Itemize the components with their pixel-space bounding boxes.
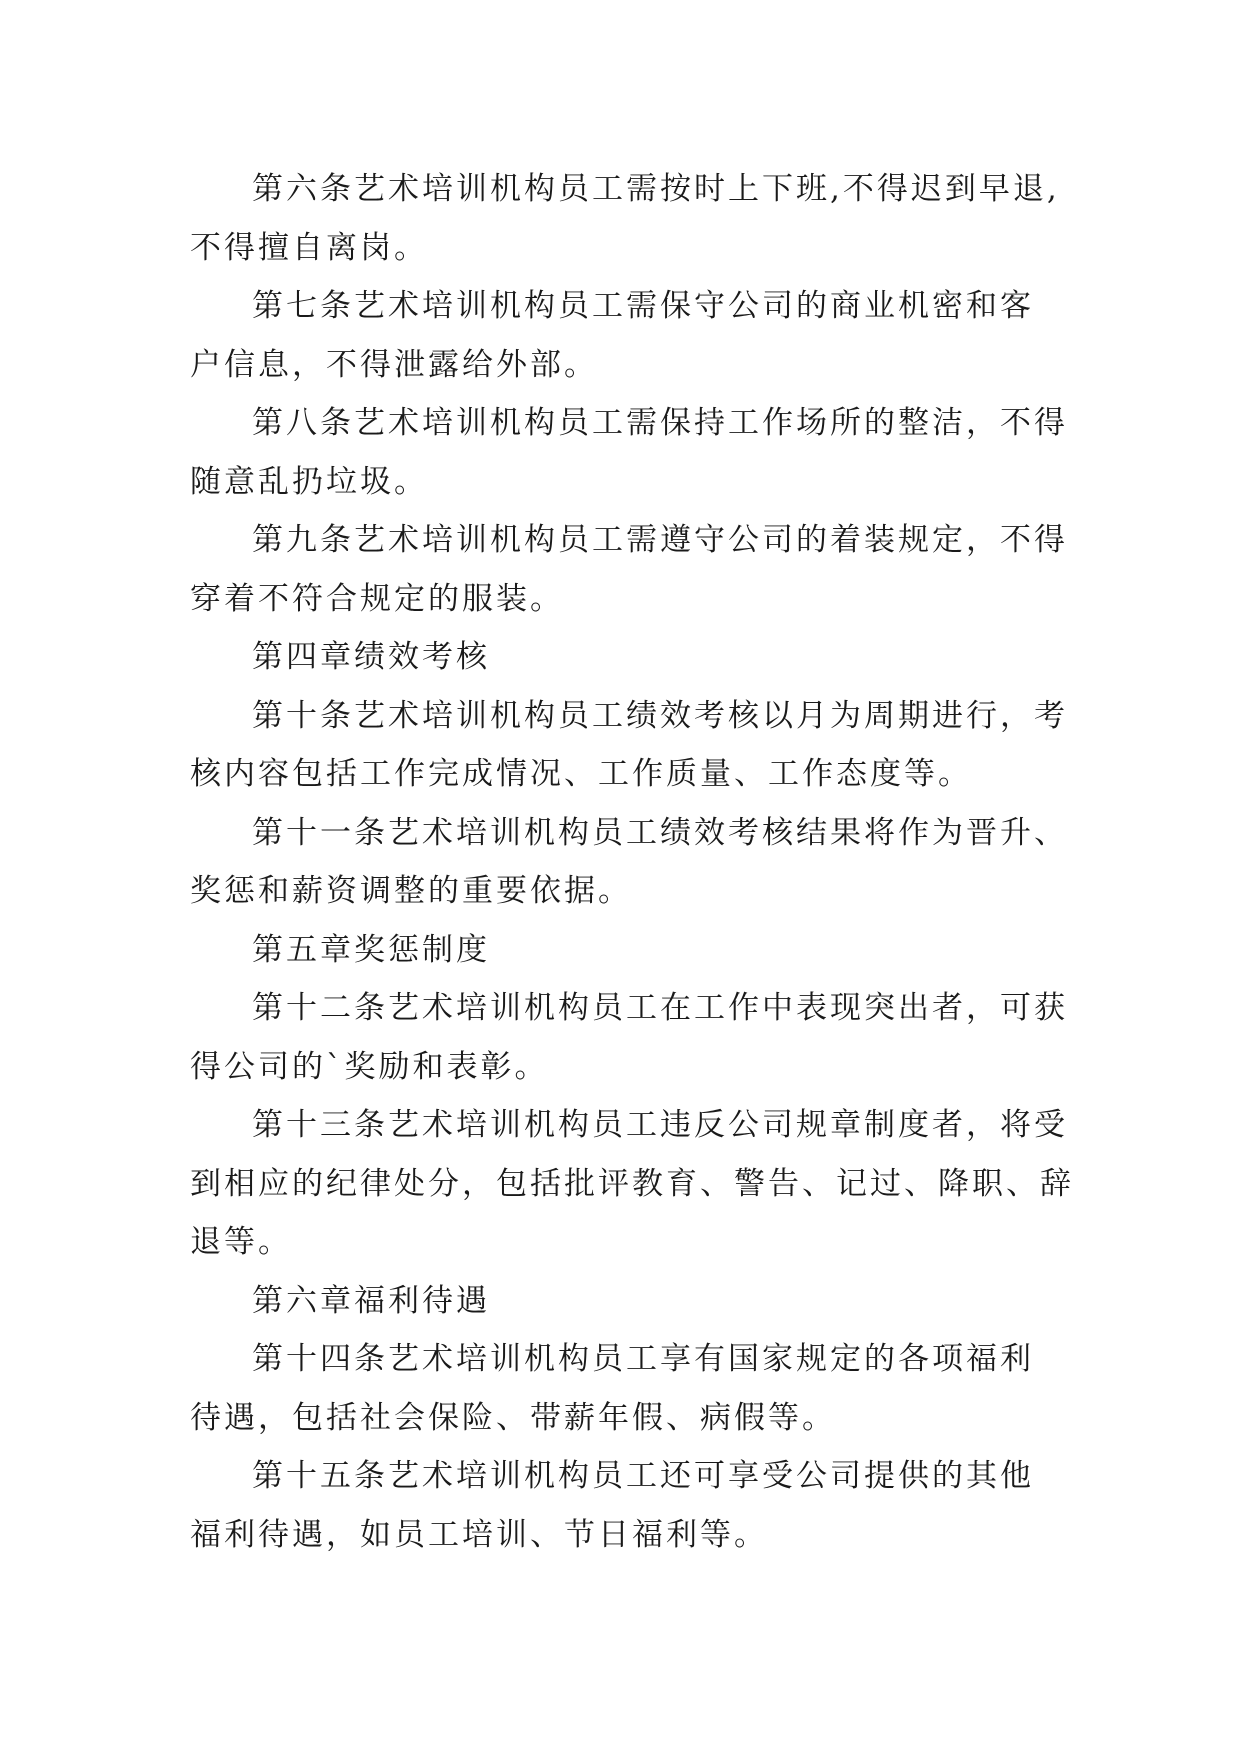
chapter-5-heading: 第五章奖惩制度	[252, 931, 490, 968]
paragraph-article-9: 第九条艺术培训机构员工需遵守公司的着装规定，不得 穿着不符合规定的服装。	[190, 522, 1068, 617]
document-body	[190, 160, 1090, 1564]
paragraph-article-14: 第十四条艺术培训机构员工享有国家规定的各项福利 待遇，包括社会保险、带薪年假、病假等。	[190, 1341, 1034, 1436]
paragraph-article-8: 第八条艺术培训机构员工需保持工作场所的整洁，不得 随意乱扔垃圾。	[190, 405, 1068, 500]
paragraph-article-7: 第七条艺术培训机构员工需保守公司的商业机密和客 户信息，不得泄露给外部。	[190, 288, 1034, 383]
paragraph-article-13: 第十三条艺术培训机构员工违反公司规章制度者，将受 到相应的纪律处分，包括批评教育、警告、记过、降职、辞 退等。	[190, 1107, 1074, 1260]
paragraph-article-15: 第十五条艺术培训机构员工还可享受公司提供的其他 福利待遇，如员工培训、节日福利等。	[190, 1458, 1034, 1553]
paragraph-article-6: 第六条艺术培训机构员工需按时上下班,不得迟到早退, 不得擅自离岗。	[190, 171, 1060, 266]
chapter-4-heading: 第四章绩效考核	[252, 639, 490, 675]
paragraph-article-10: 第十条艺术培训机构员工绩效考核以月为周期进行，考 核内容包括工作完成情况、工作质量、工作态度等。	[190, 697, 1068, 792]
chapter-6-heading: 第六章福利待遇	[252, 1282, 490, 1319]
paragraph-article-11: 第十一条艺术培训机构员工绩效考核结果将作为晋升、 奖惩和薪资调整的重要依据。	[190, 814, 1068, 909]
paragraph-article-12: 第十二条艺术培训机构员工在工作中表现突出者，可获 得公司的`奖励和表彰。	[190, 990, 1068, 1085]
